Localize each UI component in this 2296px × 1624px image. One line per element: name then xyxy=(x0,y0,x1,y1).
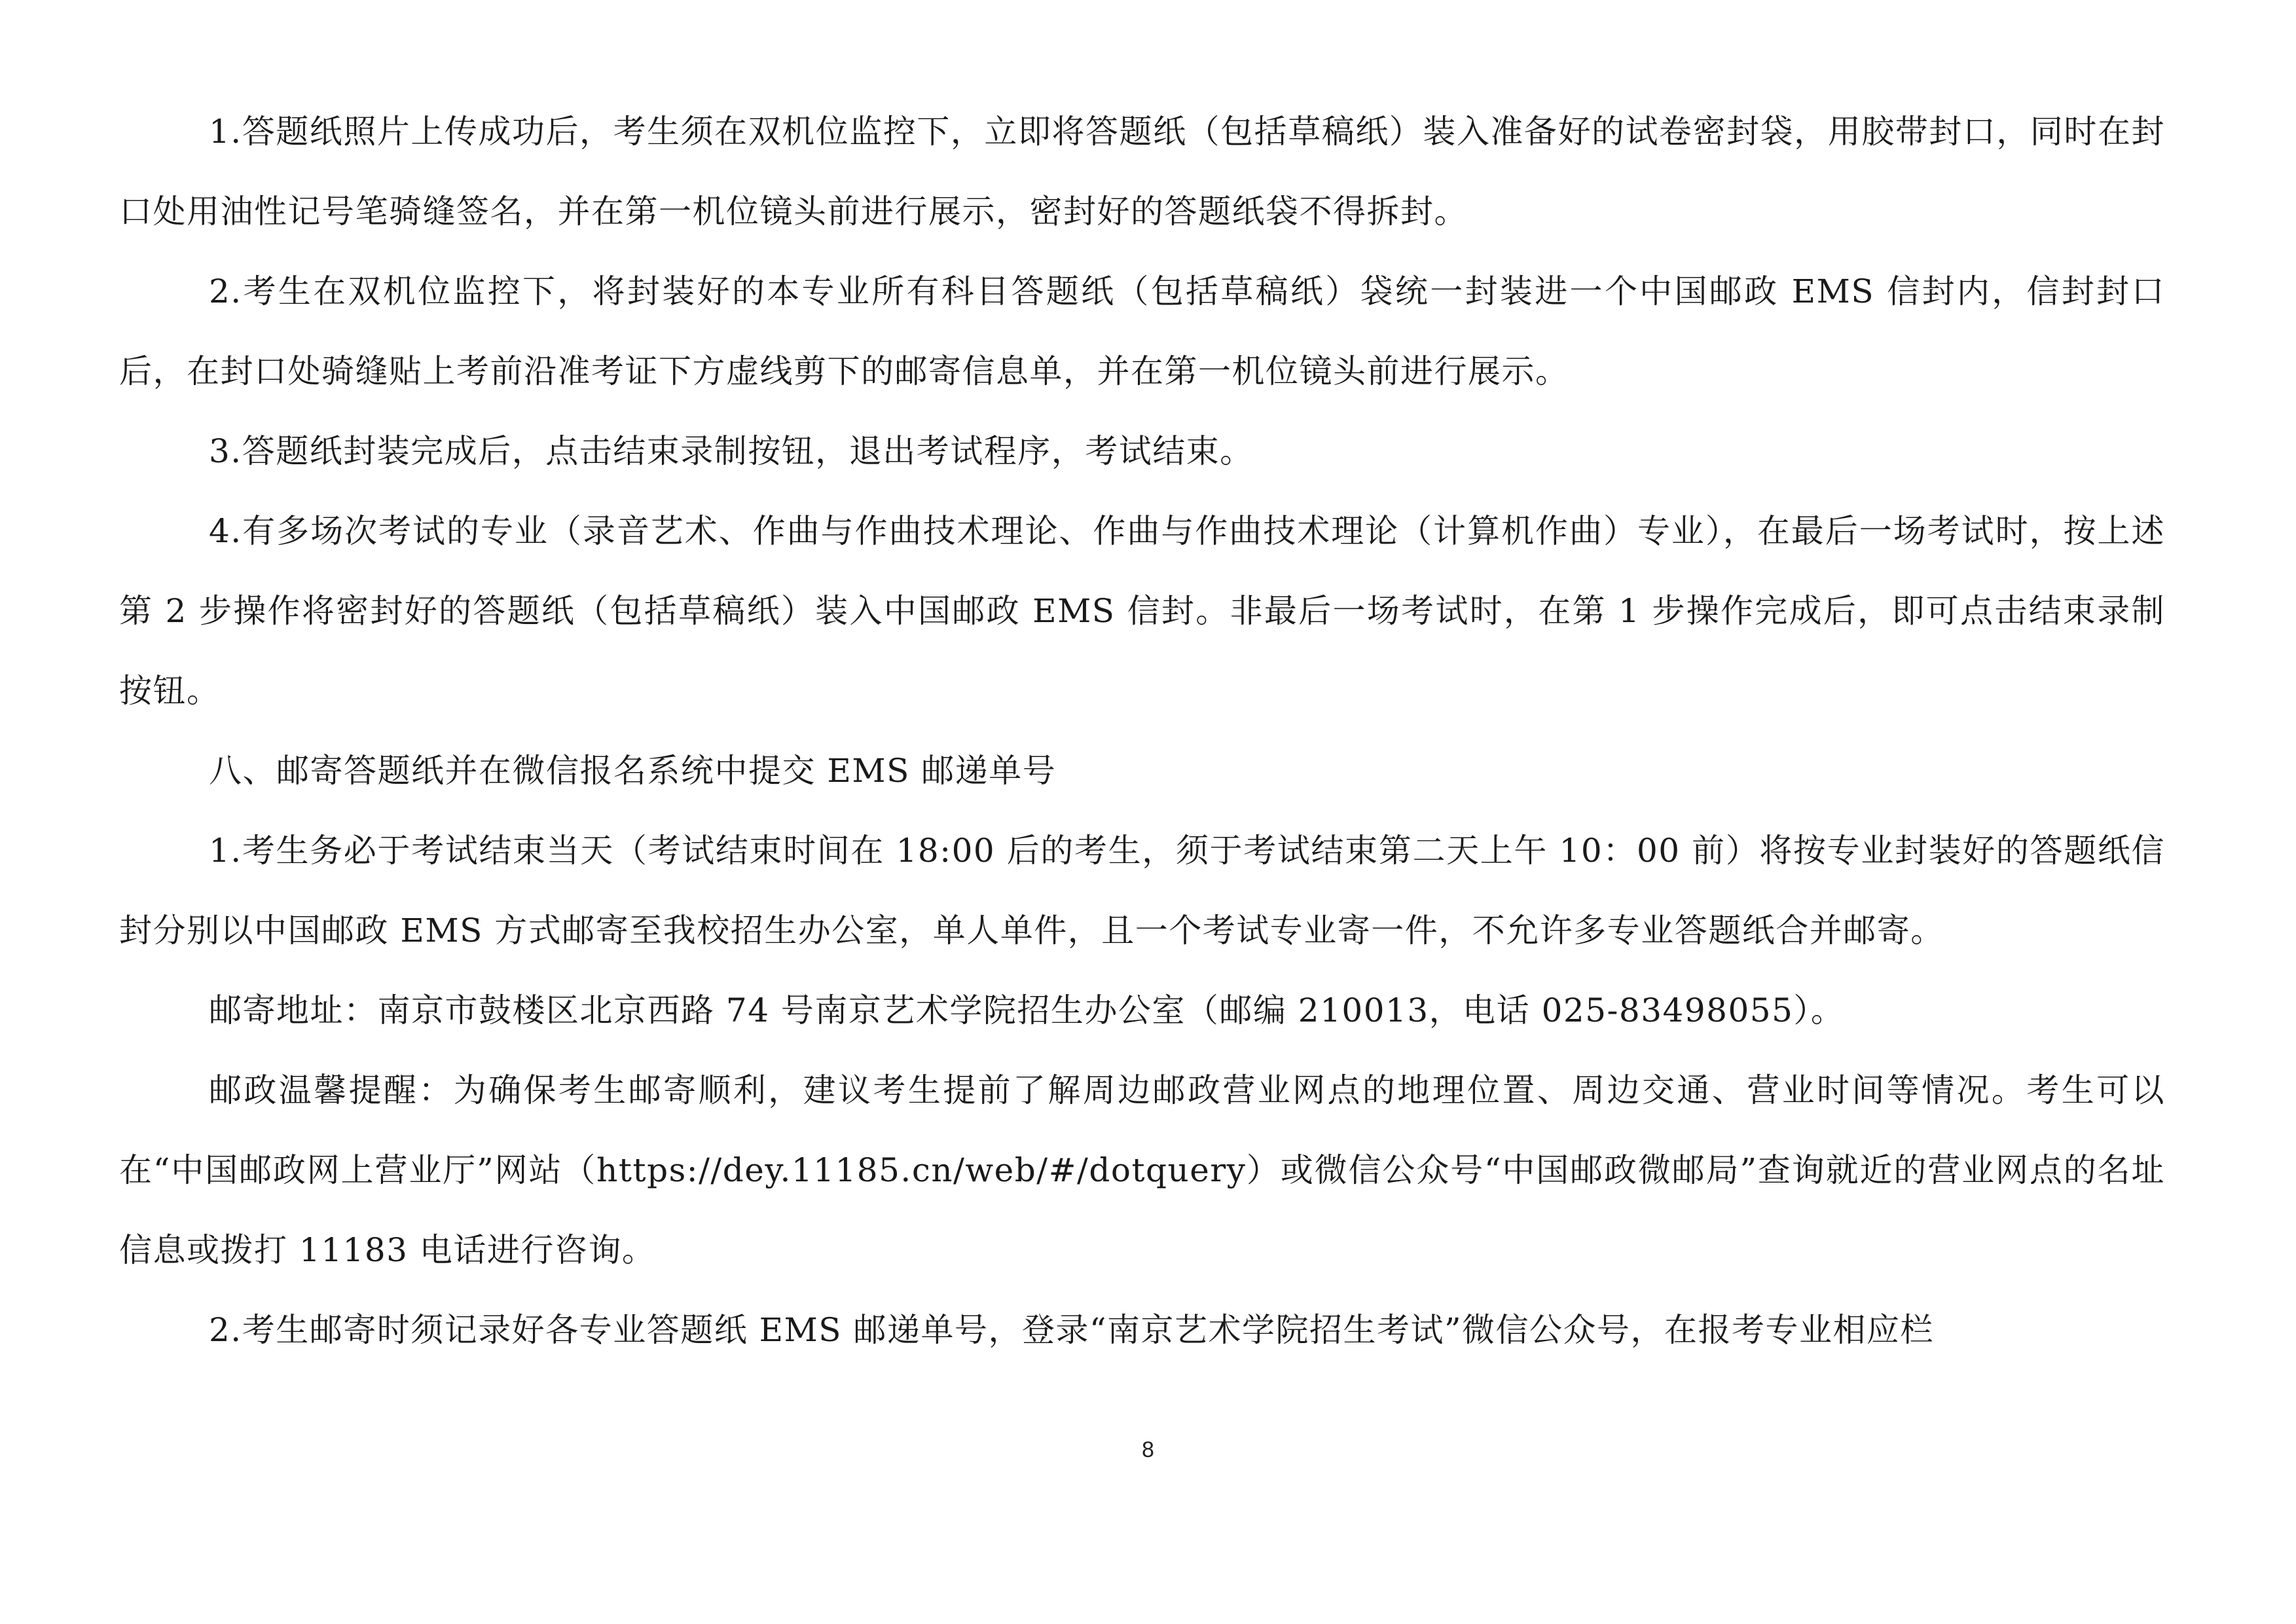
section-heading-8: 八、邮寄答题纸并在微信报名系统中提交 EMS 邮递单号 xyxy=(209,752,1057,790)
paragraph-step-1: 1.答题纸照片上传成功后，考生须在双机位监控下，立即将答题纸（包括草稿纸）装入准备好的试卷密封袋，用胶带封口，同时在封口处用油性记号笔骑缝签名，并在第一机位镜头前进行展示，密封好的答题纸袋不得拆封。 xyxy=(119,113,2165,231)
paragraph-mail-step-1: 1.考生务必于考试结束当天（考试结束时间在 18:00 后的考生，须于考试结束第二天上午 10：00 前）将按专业封装好的答题纸信封分别以中国邮政 EMS 方式邮寄至我校招生办公室，单人单件，且一个考试专业寄一件，不允许多专业答题纸合并邮寄。 xyxy=(119,832,2165,950)
paragraph-step-4: 4.有多场次考试的专业（录音艺术、作曲与作曲技术理论、作曲与作曲技术理论（计算机作曲）专业），在最后一场考试时，按上述第 2 步操作将密封好的答题纸（包括草稿纸）装入中国邮政 EMS 信封。非最后一场考试时，在第 1 步操作完成后，即可点击结束录制按钮。 xyxy=(119,512,2165,710)
paragraph-postal-reminder: 邮政温馨提醒：为确保考生邮寄顺利，建议考生提前了解周边邮政营业网点的地理位置、周边交通、营业时间等情况。考生可以在“中国邮政网上营业厅”网站（https://dey.11185.cn/web/#/dotquery）或微信公众号“中国邮政微邮局”查询就近的营业网点的名址信息或拨打 11183 电话进行咨询。 xyxy=(119,1071,2165,1269)
paragraph-step-3: 3.答题纸封装完成后，点击结束录制按钮，退出考试程序，考试结束。 xyxy=(209,432,1254,470)
paragraph-mailing-address: 邮寄地址：南京市鼓楼区北京西路 74 号南京艺术学院招生办公室（邮编 210013，电话 025-83498055）。 xyxy=(209,991,1845,1029)
document-body xyxy=(119,92,2165,1370)
page-number: 8 xyxy=(1142,1437,1154,1462)
paragraph-step-2: 2.考生在双机位监控下，将封装好的本专业所有科目答题纸（包括草稿纸）袋统一封装进一个中国邮政 EMS 信封内，信封封口后，在封口处骑缝贴上考前沿准考证下方虚线剪下的邮寄信息单，并在第一机位镜头前进行展示。 xyxy=(119,272,2165,390)
paragraph-mail-step-2: 2.考生邮寄时须记录好各专业答题纸 EMS 邮递单号，登录“南京艺术学院招生考试”微信公众号，在报考专业相应栏 xyxy=(209,1311,1935,1349)
